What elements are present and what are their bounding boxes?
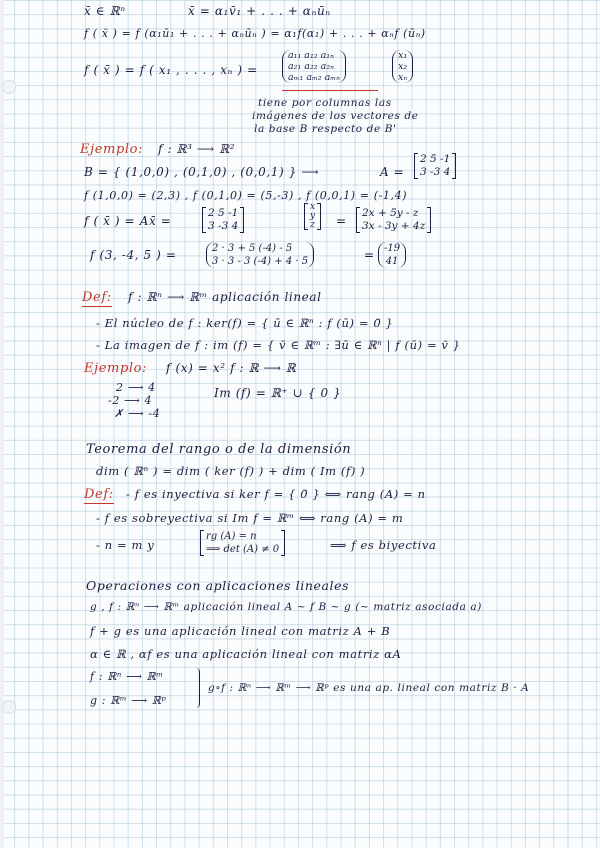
dimension-formula: dim ( ℝⁿ ) = dim ( ker (f) ) + dim ( Im (f) ) xyxy=(96,464,366,478)
matrix-row: x xyxy=(310,202,316,212)
coef-matrix xyxy=(282,50,346,83)
example-square: f (x) = x² f : ℝ ⟶ ℝ xyxy=(166,361,297,375)
example-label: Ejemplo: xyxy=(80,142,144,157)
xyz-vector xyxy=(304,203,321,230)
example-map: f : ℝ³ ⟶ ℝ² xyxy=(158,142,236,156)
mapping-row: ✗ ⟶ -4 xyxy=(114,407,161,420)
def-label: Def: xyxy=(84,487,114,502)
operation-line: f + g es una aplicación lineal con matriz A + B xyxy=(90,624,391,638)
f-eval-label: f (3, -4, 5 ) = xyxy=(90,248,177,262)
eval-result-vector xyxy=(378,242,406,268)
theorem-title: Teorema del rango o de la dimensión xyxy=(86,442,352,457)
matrix-row: 3 · 3 - 3 (-4) + 4 · 5 xyxy=(212,256,309,267)
mapping-row: -2 ⟶ 4 xyxy=(108,394,153,407)
red-underline xyxy=(282,90,378,91)
matrix-row: aₘ₁ aₘ₂ aₘₙ xyxy=(288,72,340,83)
result-vector xyxy=(356,207,431,233)
red-underline xyxy=(84,503,114,504)
equals-sign: = xyxy=(336,214,347,228)
matrix-row: xₙ xyxy=(398,72,408,83)
operation-line: g , f : ℝⁿ ⟶ ℝᵐ aplicación lineal A ~ f B ~ g (~ matriz asociada a) xyxy=(90,601,482,613)
note-line: la base B respecto de B' xyxy=(254,123,397,135)
x-vector xyxy=(392,50,413,83)
matrix-a xyxy=(414,153,456,179)
matrix-a-repeat xyxy=(202,207,244,233)
injective-def: - f es inyectiva si ker f = { 0̄ } ⟺ rang (A) = n xyxy=(126,487,426,501)
matrix-row: ⟹ det (A) ≠ 0 xyxy=(206,544,280,555)
bijective-cond: - n = m y xyxy=(96,538,155,552)
matrix-row: y xyxy=(310,211,316,221)
fx-product-label: f ( x̄ ) = Ax̄ = xyxy=(84,214,172,228)
matrix-row: x₁ xyxy=(398,50,408,61)
def-label: Def: xyxy=(82,290,112,305)
matrix-row: x₂ xyxy=(398,61,408,72)
vector-combination: x̄ = α₁v̄₁ + . . . + αₙūₙ xyxy=(188,4,331,18)
note-line: tiene por columnas las xyxy=(258,97,392,109)
basis-def: B = { (1,0,0) , (0,1,0) , (0,0,1) } ⟶ xyxy=(84,165,320,179)
matrix-row: -19 xyxy=(384,243,401,254)
eval-calc-vector xyxy=(206,242,314,268)
matrix-row: a₁₁ a₁₂ a₁ₙ xyxy=(288,50,334,61)
image-result: Im (f) = ℝ⁺ ∪ { 0 } xyxy=(214,386,342,400)
matrix-row: 3x - 3y + 4z xyxy=(362,220,426,232)
image-def: - La imagen de f : im (f) = { v̄ ∈ ℝᵐ : ∃ū ∈ ℝⁿ | f (ū) = v̄ } xyxy=(96,338,461,352)
matrix-row: 2 5 -1 xyxy=(208,207,239,219)
operations-title: Operaciones con aplicaciones lineales xyxy=(86,578,350,593)
bijective-result: ⟹ f es biyectiva xyxy=(330,538,437,552)
punch-hole xyxy=(2,80,16,94)
matrix-row: z xyxy=(310,220,315,230)
mapping-row: 2 ⟶ 4 xyxy=(116,381,156,394)
composition-g: g : ℝᵐ ⟶ ℝᵖ xyxy=(90,694,167,707)
operation-line: α ∈ ℝ , αf es una aplicación lineal con matriz αA xyxy=(90,647,402,661)
matrix-row: 3 -3 4 xyxy=(208,220,239,232)
matrix-eq-label: f ( x̄ ) = f ( x₁ , . . . , xₙ ) = xyxy=(84,63,258,77)
punch-hole xyxy=(2,700,16,714)
matrix-row: a₂₁ a₂₂ a₂ₙ xyxy=(288,61,334,72)
bijective-cond-matrix xyxy=(200,530,285,556)
surjective-def: - f es sobreyectiva si Im f = ℝᵐ ⟺ rang (A) = m xyxy=(96,511,404,525)
matrix-row: 3 -3 4 xyxy=(420,166,451,178)
matrix-row: 2x + 5y - z xyxy=(362,207,419,219)
vector-def: x̄ ∈ ℝⁿ xyxy=(84,4,126,18)
kernel-def: - El núcleo de f : ker(f) = { ū ∈ ℝⁿ : f (ū) = 0̄ } xyxy=(96,316,394,330)
note-line: imágenes de los vectores de xyxy=(252,110,419,122)
images-of-basis: f (1,0,0) = (2,3) , f (0,1,0) = (5,-3) , f (0,0,1) = (-1,4) xyxy=(84,189,408,202)
composition-f: f : ℝⁿ ⟶ ℝᵐ xyxy=(90,670,164,683)
matrix-row: rg (A) = n xyxy=(206,531,257,542)
linearity-line: f ( x̄ ) = f (α₁ū₁ + . . . + αₙūₙ ) = α₁f(α₁) + . . . + αₙf (ūₙ) xyxy=(84,27,426,40)
def-map: f : ℝⁿ ⟶ ℝᵐ aplicación lineal xyxy=(128,290,322,304)
matrix-row: 2 · 3 + 5 (-4) - 5 xyxy=(212,243,293,254)
matrix-row: 2 5 -1 xyxy=(420,153,451,165)
matrix-row: 41 xyxy=(385,256,399,267)
example-label: Ejemplo: xyxy=(84,361,148,376)
brace xyxy=(196,668,200,708)
composition-result: g∘f : ℝⁿ ⟶ ℝᵐ ⟶ ℝᵖ es una ap. lineal con matriz B · A xyxy=(208,682,530,694)
matrix-a-label: A = xyxy=(380,165,405,179)
equals-sign: = xyxy=(364,248,375,262)
page-margin xyxy=(0,0,4,848)
red-underline xyxy=(82,306,112,307)
